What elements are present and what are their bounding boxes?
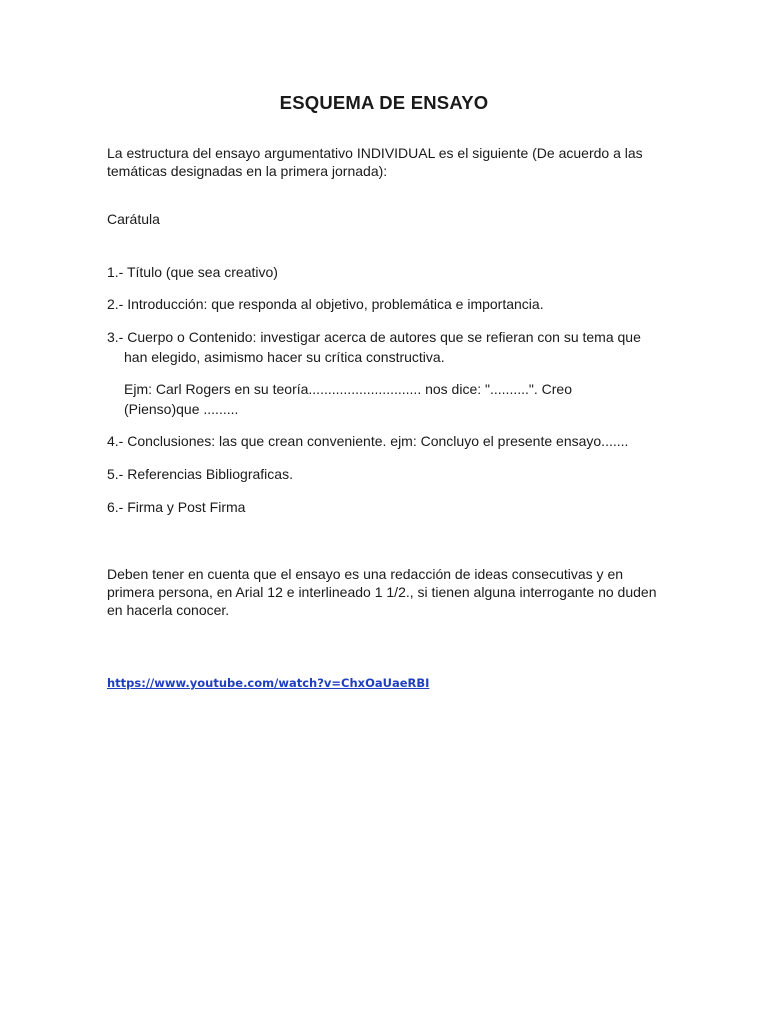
list-item-titulo: 1.- Título (que sea creativo) [107,264,278,280]
example-text [124,379,644,419]
list-item-referencias: 5.- Referencias Bibliograficas. [107,466,293,482]
list-item-cuerpo [107,327,667,367]
caratula-label: Carátula [107,211,160,227]
list-item-firma: 6.- Firma y Post Firma [107,499,246,515]
intro-paragraph: La estructura del ensayo argumentativo INDIVIDUAL es el siguiente (De acuerdo a las temáticas designadas en la primera jornada): [107,145,643,179]
closing-paragraph: Deben tener en cuenta que el ensayo es una redacción de ideas consecutivas y en primera persona, en Arial 12 e interlineado 1 1/2., si tienen alguna interrogante no duden en hacerla conocer. [107,566,657,618]
example-line2: (Pienso)que ......... [124,401,239,417]
list-item-conclusiones: 4.- Conclusiones: las que crean conveniente. ejm: Concluyo el presente ensayo....... [107,433,629,449]
list-item-cuerpo-line2: han elegido, asimismo hacer su crítica constructiva. [124,349,445,365]
document-title: ESQUEMA DE ENSAYO [279,92,489,113]
youtube-link[interactable]: https://www.youtube.com/watch?v=ChxOaUaeRBI [107,676,430,690]
list-item-cuerpo-line1: 3.- Cuerpo o Contenido: investigar acerca de autores que se refieran con su tema que [107,329,641,345]
example-line1: Ejm: Carl Rogers en su teoría............................. nos dice: "..........". Creo [124,381,572,397]
list-item-introduccion: 2.- Introducción: que responda al objetivo, problemática e importancia. [107,296,544,312]
